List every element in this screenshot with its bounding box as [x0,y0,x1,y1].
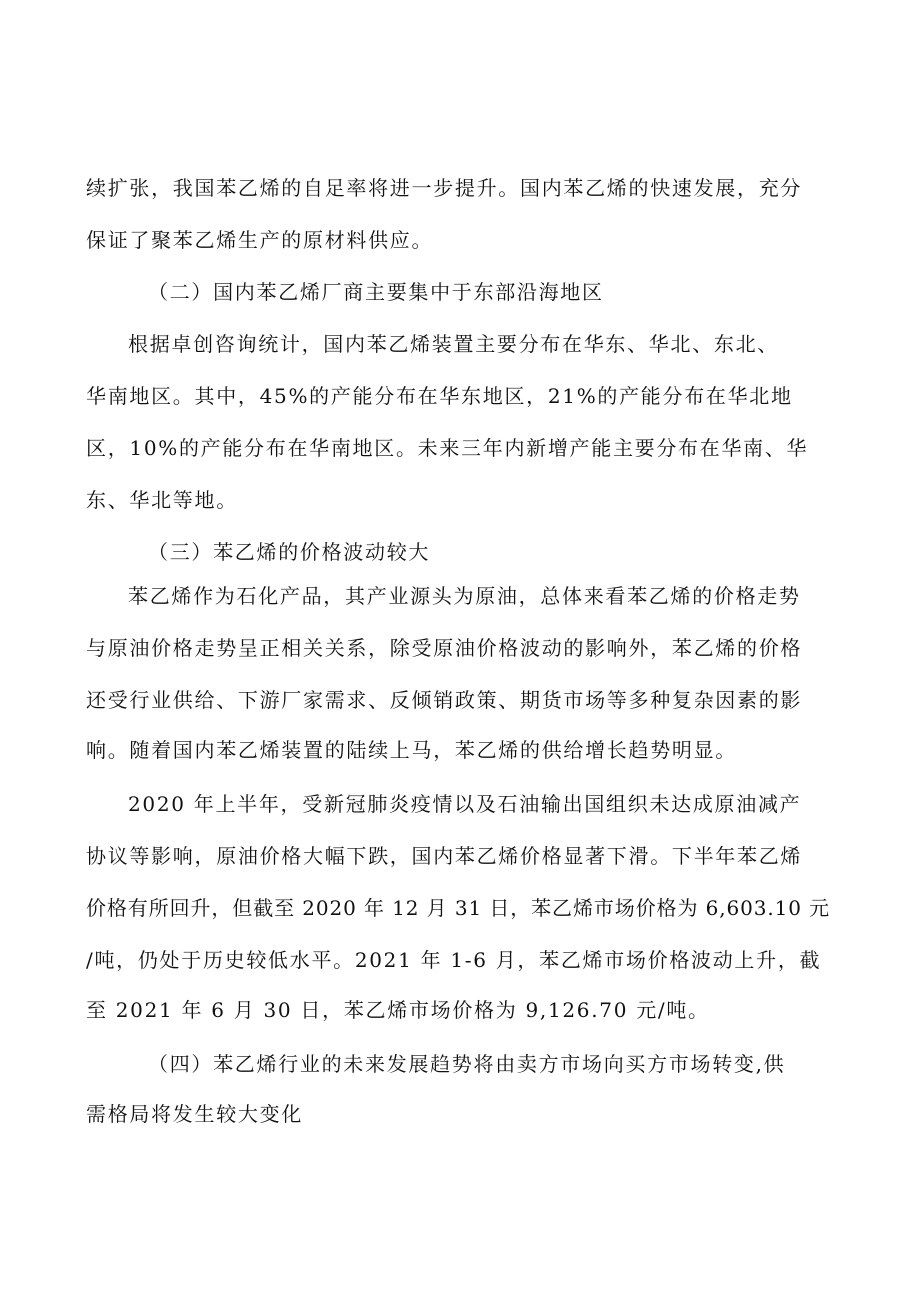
section-heading-continuation: 需格局将发生较大变化 [86,1102,303,1126]
section-heading: （四）苯乙烯行业的未来发展趋势将由卖方市场向买方市场转变,供 [148,1052,786,1076]
text-line: 还受行业供给、下游厂家需求、反倾销政策、期货市场等多种复杂因素的影 [86,688,803,712]
text-line: /吨，仍处于历史较低水平。2021 年 1-6 月，苯乙烯市场价格波动上升，截 [86,948,822,972]
text-line: 华南地区。其中，45%的产能分布在华东地区，21%的产能分布在华北地 [86,384,793,408]
text-line: 价格有所回升，但截至 2020 年 12 月 31 日，苯乙烯市场价格为 6,603.10 元 [86,896,831,920]
text-line: 东、华北等地。 [86,488,238,512]
text-line: 苯乙烯作为石化产品，其产业源头为原油，总体来看苯乙烯的价格走势 [128,584,801,608]
text-line: 续扩张，我国苯乙烯的自足率将进一步提升。国内苯乙烯的快速发展，充分 [86,176,803,200]
text-line: 区，10%的产能分布在华南地区。未来三年内新增产能主要分布在华南、华 [86,436,809,460]
text-line: 根据卓创咨询统计，国内苯乙烯装置主要分布在华东、华北、东北、 [128,332,779,356]
text-line: 保证了聚苯乙烯生产的原材料供应。 [86,228,434,252]
text-line: 2020 年上半年，受新冠肺炎疫情以及石油输出国组织未达成原油减产 [128,792,802,816]
section-heading: （二）国内苯乙烯厂商主要集中于东部沿海地区 [148,280,604,304]
text-line: 至 2021 年 6 月 30 日，苯乙烯市场价格为 9,126.70 元/吨。 [86,998,710,1022]
text-line: 响。随着国内苯乙烯装置的陆续上马，苯乙烯的供给增长趋势明显。 [86,738,737,762]
text-line: 协议等影响，原油价格大幅下跌，国内苯乙烯价格显著下滑。下半年苯乙烯 [86,844,803,868]
section-heading: （三）苯乙烯的价格波动较大 [148,540,431,564]
text-line: 与原油价格走势呈正相关关系，除受原油价格波动的影响外，苯乙烯的价格 [86,636,803,660]
